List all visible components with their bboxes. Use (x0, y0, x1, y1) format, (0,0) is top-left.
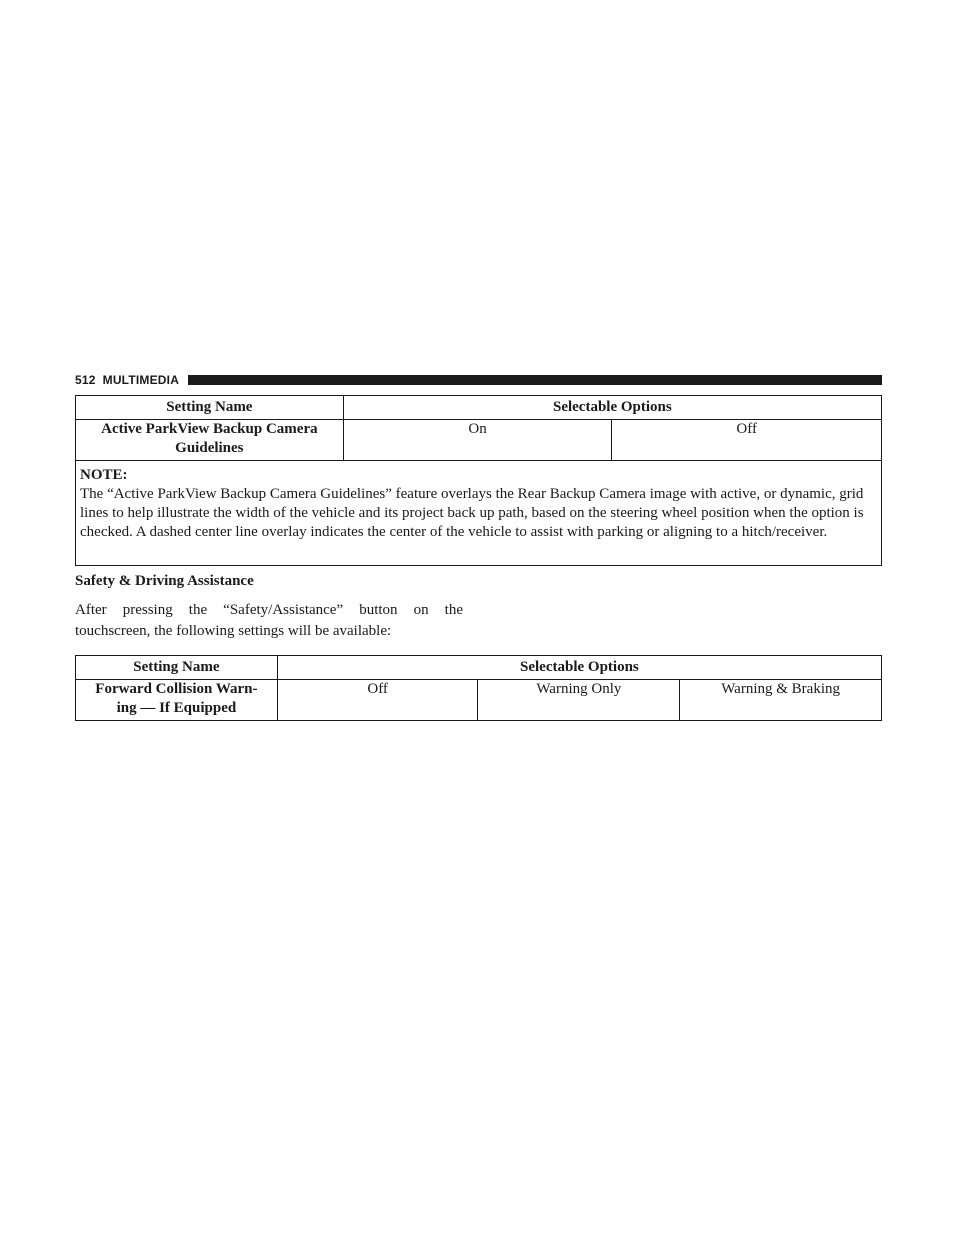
section-title-header: MULTIMEDIA (102, 373, 180, 387)
option-cell: Warning & Braking (680, 680, 882, 721)
settings-table-collision (75, 655, 882, 721)
note-label: NOTE: (80, 467, 128, 483)
note-text: The “Active ParkView Backup Camera Guidelines” feature overlays the Rear Backup Camera image with active, or dynamic, grid lines to help illustrate the width of the vehicle and its project back up path, based on the steering wheel position when the option is checked. A dashed center line overlay indicates the center of the vehicle to assist with parking or aligning to a hitch/receiver. (80, 486, 864, 540)
option-cell: On (343, 420, 612, 461)
column-header-selectable-options: Selectable Options (343, 396, 881, 420)
setting-name-cell: Forward Collision Warn- ing — If Equipped (76, 680, 278, 721)
settings-table-parkview (75, 395, 882, 566)
option-cell: Off (612, 420, 882, 461)
paragraph-line: touchscreen, the following settings will be available: (75, 623, 392, 639)
column-header-setting-name: Setting Name (76, 396, 344, 420)
section-paragraph (75, 600, 463, 642)
page-number: 512 (75, 373, 96, 387)
page-header (75, 373, 882, 387)
section-heading: Safety & Driving Assistance (75, 573, 254, 589)
column-header-selectable-options: Selectable Options (277, 656, 881, 680)
column-header-setting-name: Setting Name (76, 656, 278, 680)
note-cell (76, 461, 882, 566)
option-cell: Warning Only (478, 680, 680, 721)
option-cell: Off (277, 680, 478, 721)
header-rule (188, 375, 882, 385)
setting-name-cell: Active ParkView Backup Camera Guidelines (76, 420, 344, 461)
paragraph-line: After pressing the “Safety/Assistance” button on the (75, 602, 463, 618)
